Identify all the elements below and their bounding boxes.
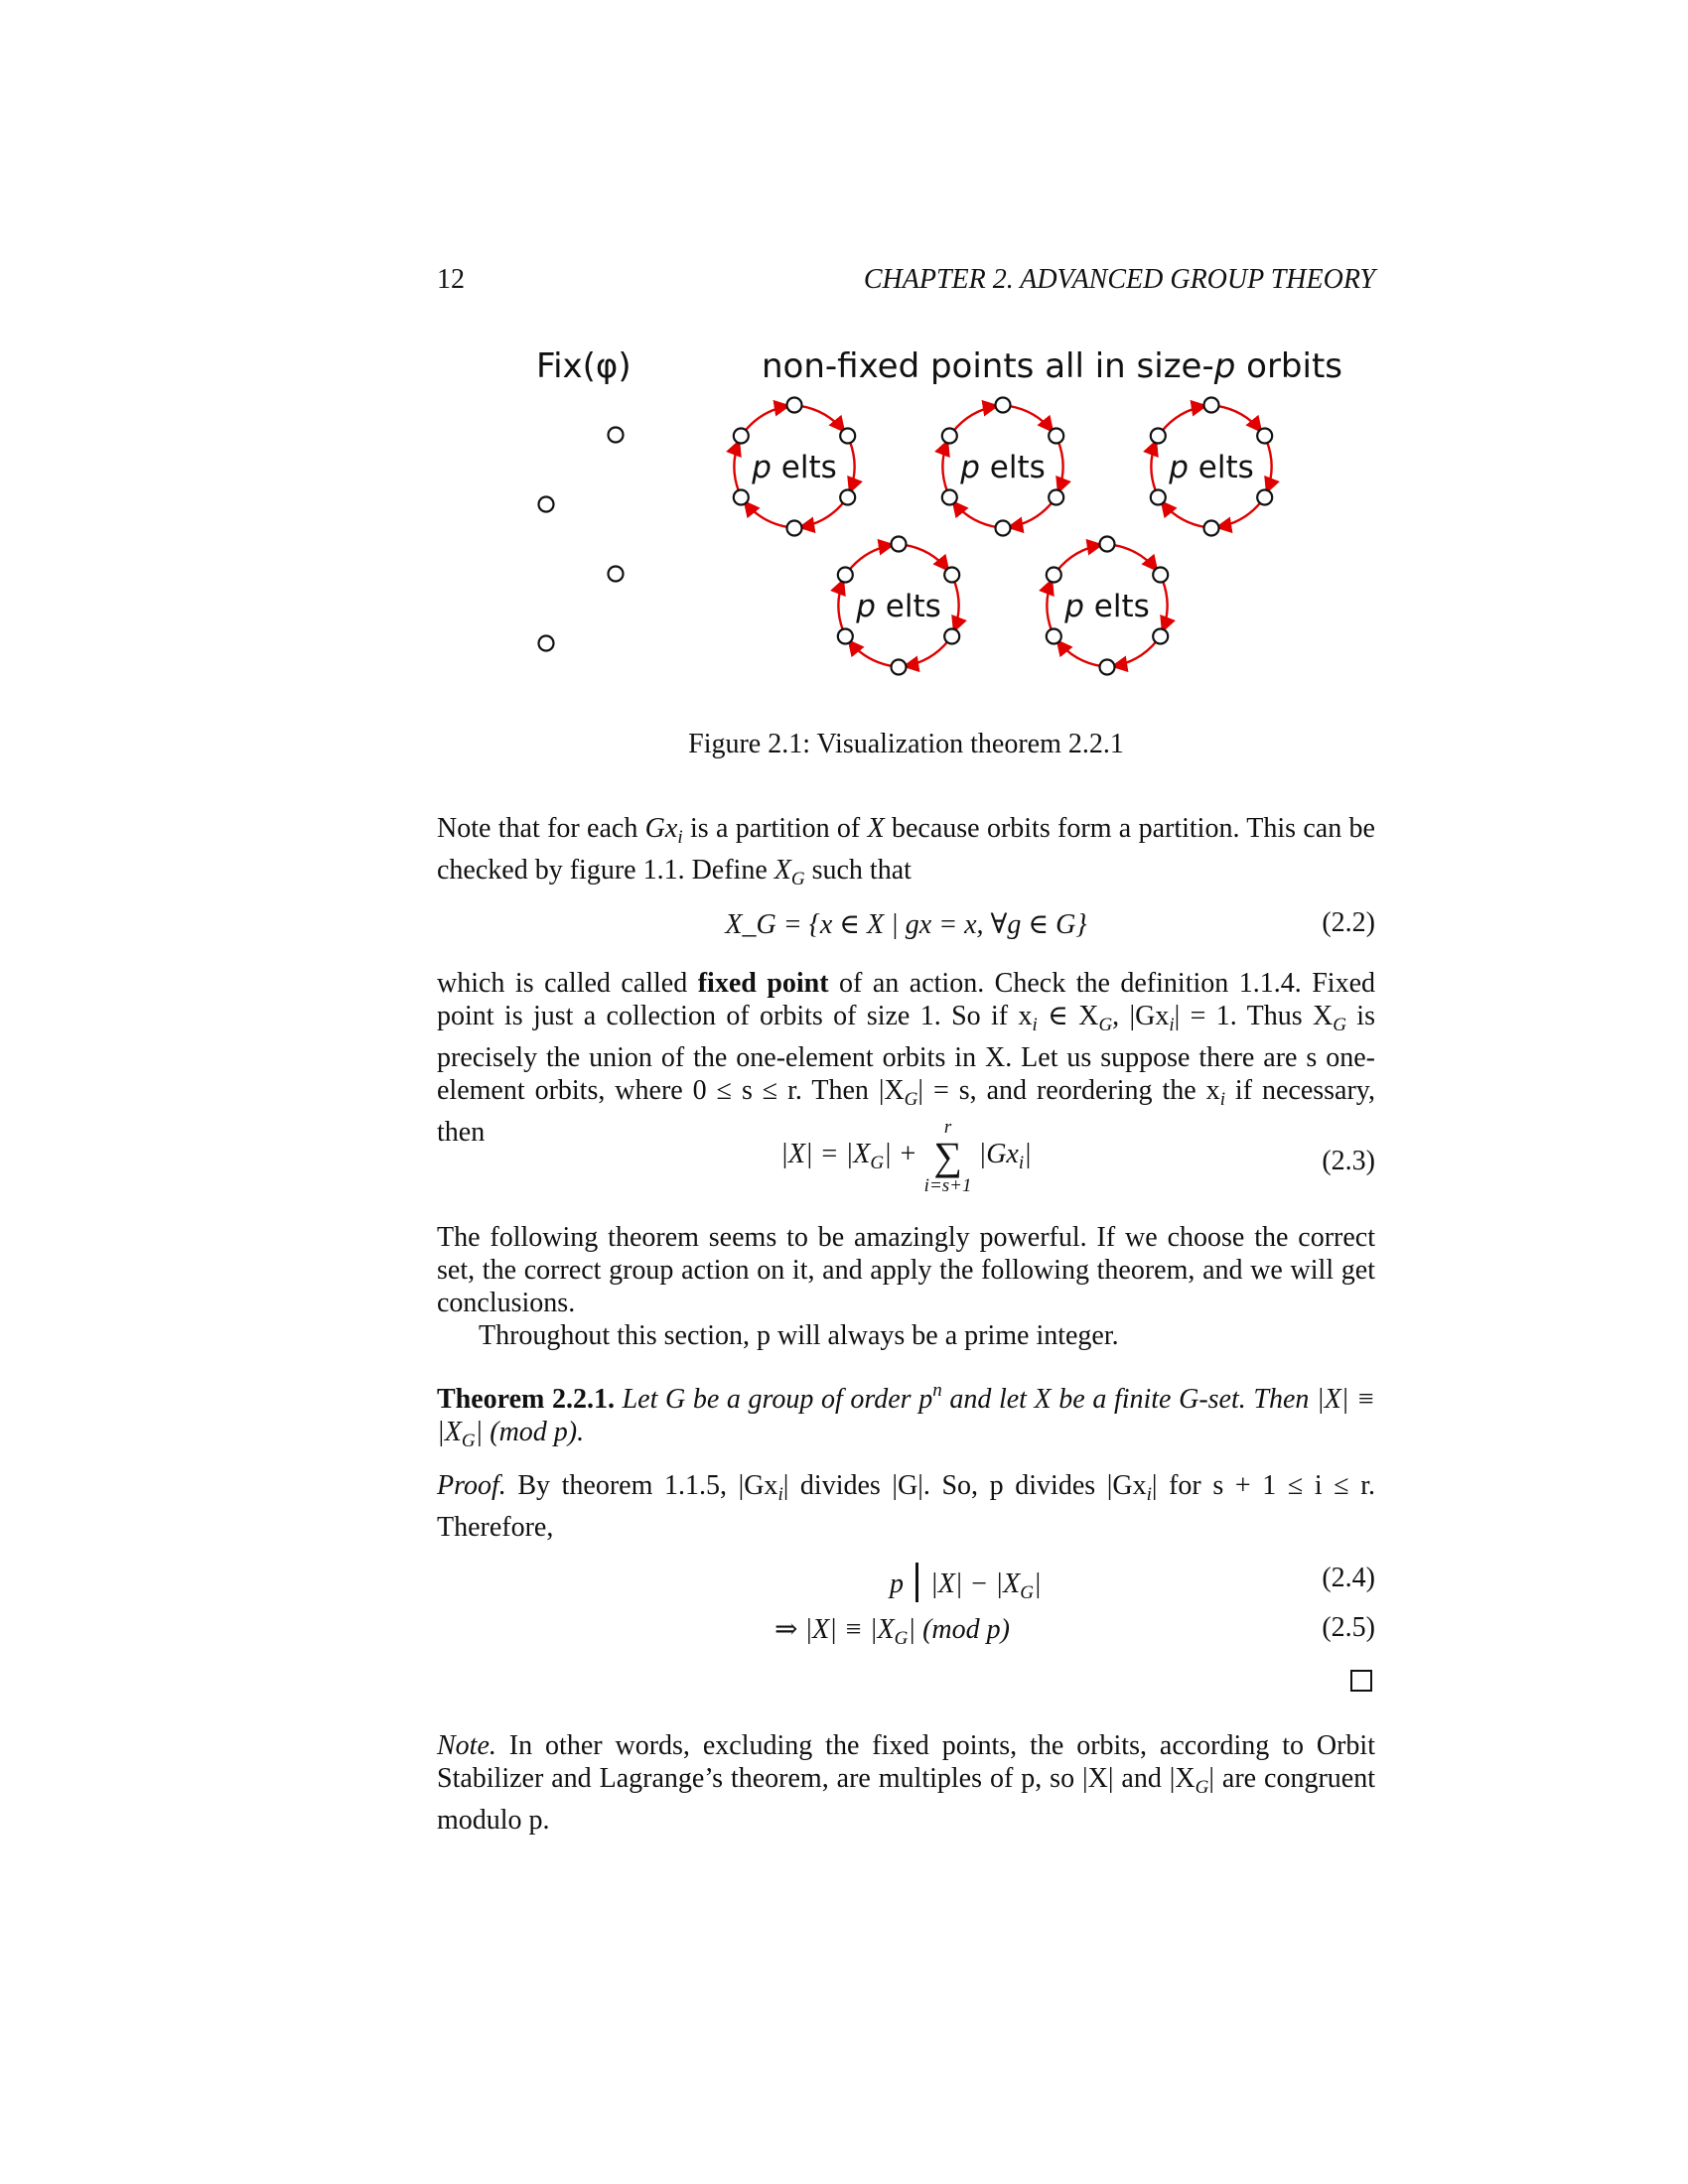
equation-2-2-number: (2.2) [1322,907,1375,938]
orbit-arrow [734,441,739,492]
orbit-arrow [942,441,947,492]
orbit [838,537,959,675]
equation-2-2 [437,907,1375,943]
page-number: 12 [437,264,465,295]
orbit-arrow [850,441,855,492]
orbit-arrow [849,545,894,571]
orbit-arrow [745,501,789,527]
paragraph-prime: Throughout this section, p will always be a prime integer. [479,1320,1119,1351]
orbit-figure [516,328,1342,705]
orbit-arrow [1058,441,1063,492]
orbit-arrow [1112,545,1157,571]
paragraph-theorem-intro: The following theorem seems to be amazingly powerful. If we choose the correct set, the correct group action on it, and apply the following theorem, and we will get conclusions. Throughout this section, p will always be a prime integer. [437,1222,1375,1351]
paragraph-intro: Note that for each $Gx_i$ is a partition of X because orbits form a partition. This can be checked by figure 1.1. Define $X_G$ such that [437,813,1375,889]
orbit-arrow [904,545,948,571]
equation-2-4-body: p $|X| - |X_G|$ [874,1563,1172,1604]
fixed-point [539,636,554,651]
orbit-point [1257,429,1272,444]
note: Note. In other words, excluding the fixed points, the orbits, according to Orbit Stabilizer and Lagrange’s theorem, are multiples of p, so |X| and $|X_G|$ are congruent modulo p. [437,1730,1376,1836]
orbits-group [734,398,1272,675]
orbit-point [1151,429,1166,444]
orbit-point [1049,490,1063,505]
fixed-point-term: fixed point [697,968,829,999]
orbit [734,398,855,536]
paragraph-fixed-point: which is called called fixed point of an action. Check the definition 1.1.4. Fixed point is just a collection of orbits of size 1. So if $x_i$ ∈ $X_G$, $|Gx_i| = 1$. Thus $X_G$ is precisely the union of the one-element orbits in X. Let us suppose there are s one-element orbits, where 0 ≤ s ≤ r. Then $|X_G| = s$, and reordering the $x_i$ if necessary, then [437,968,1375,1148]
theorem-2-2-1: Theorem 2.2.1. Let G be a group of order $p^n$ and let X be a finite G-set. Then $|X| \equiv |X_G|$ (mod p). [437,1380,1376,1451]
orbit-point [942,490,957,505]
orbit-arrow [904,640,948,666]
orbit-point [840,490,855,505]
orbit [1151,398,1272,536]
orbit-arrow [1162,406,1206,432]
orbit-label: p elts [1064,589,1150,624]
orbit-point [734,429,749,444]
orbit-arrow [1162,501,1206,527]
note-label: Note. [437,1730,496,1761]
orbit-point [787,398,802,413]
orbit-point [944,629,959,644]
orbit-arrow [799,406,844,432]
orbit-arrow [1112,640,1157,666]
orbit-point [1049,429,1063,444]
equation-2-3-body: $|X| = |X_G|$ + r ∑ i=s+1 $|Gx_i|$ [780,1117,1032,1196]
orbit-point [892,537,907,552]
orbit-arrow [1057,640,1102,666]
equation-2-4-number: (2.4) [1322,1563,1375,1593]
orbit-arrow [1008,501,1053,527]
orbit-label: p elts [752,450,837,485]
orbit-point [1204,398,1219,413]
orbit-point [996,398,1011,413]
qed-square [1350,1670,1372,1692]
orbit-point [944,568,959,583]
orbit [1047,537,1168,675]
orbit-point [734,490,749,505]
orbit-arrow [953,501,998,527]
orbit-arrow [1008,406,1053,432]
orbit-point [838,568,853,583]
orbit-label: p elts [1169,450,1254,485]
nonfixed-label: non-fixed points all in size-p orbits [762,346,1342,386]
orbit-point [1100,537,1115,552]
orbit-arrow [1151,441,1156,492]
equation-2-5-number: (2.5) [1322,1612,1375,1643]
orbit-arrow [1216,406,1261,432]
orbit-point [1153,629,1168,644]
orbit-arrow [849,640,894,666]
orbit-arrow [799,501,844,527]
orbit-point [1204,521,1219,536]
orbit-point [1153,568,1168,583]
orbit-arrow [1267,441,1272,492]
orbit-point [996,521,1011,536]
orbit-arrow [954,580,959,631]
summation: r ∑ i=s+1 [923,1117,972,1196]
equation-2-4 [437,1563,1375,1606]
orbit-point [1047,568,1061,583]
equation-2-5 [437,1612,1375,1648]
orbit-point [892,660,907,675]
equation-2-2-body: X_G = {x ∈ X | gx = x, ∀g ∈ G} [725,909,1087,940]
fixed-point [609,567,624,582]
theorem-label: Theorem 2.2.1. [437,1384,615,1415]
orbit-arrow [1047,580,1052,631]
orbit-point [1257,490,1272,505]
proof-label: Proof. [437,1470,506,1501]
orbit-point [1047,629,1061,644]
orbit-label: p elts [960,450,1046,485]
orbit-point [787,521,802,536]
fixed-points-group [539,428,624,651]
running-head: CHAPTER 2. ADVANCED GROUP THEORY [863,264,1375,295]
fix-label: Fix(φ) [536,346,632,386]
fixed-point [539,497,554,512]
equation-2-3-number: (2.3) [1322,1146,1375,1176]
orbit-arrow [953,406,998,432]
fixed-point [609,428,624,443]
proof: Proof. By theorem 1.1.5, $|Gx_i|$ divides |G|. So, p divides $|Gx_i|$ for s + 1 ≤ i ≤ r. Therefore, [437,1470,1375,1543]
orbit-point [1100,660,1115,675]
orbit-point [942,429,957,444]
orbit-arrow [838,580,843,631]
orbit [942,398,1063,536]
figure-caption: Figure 2.1: Visualization theorem 2.2.1 [688,729,1124,759]
orbit-point [838,629,853,644]
orbit-label: p elts [856,589,941,624]
orbit-arrow [1057,545,1102,571]
orbit-point [1151,490,1166,505]
orbit-arrow [1163,580,1168,631]
equation-2-3 [437,1118,1375,1207]
orbit-arrow [745,406,789,432]
orbit-arrow [1216,501,1261,527]
equation-2-5-body: ⇒ $|X| \equiv |X_G|$ (mod p) [774,1614,1010,1649]
orbit-point [840,429,855,444]
